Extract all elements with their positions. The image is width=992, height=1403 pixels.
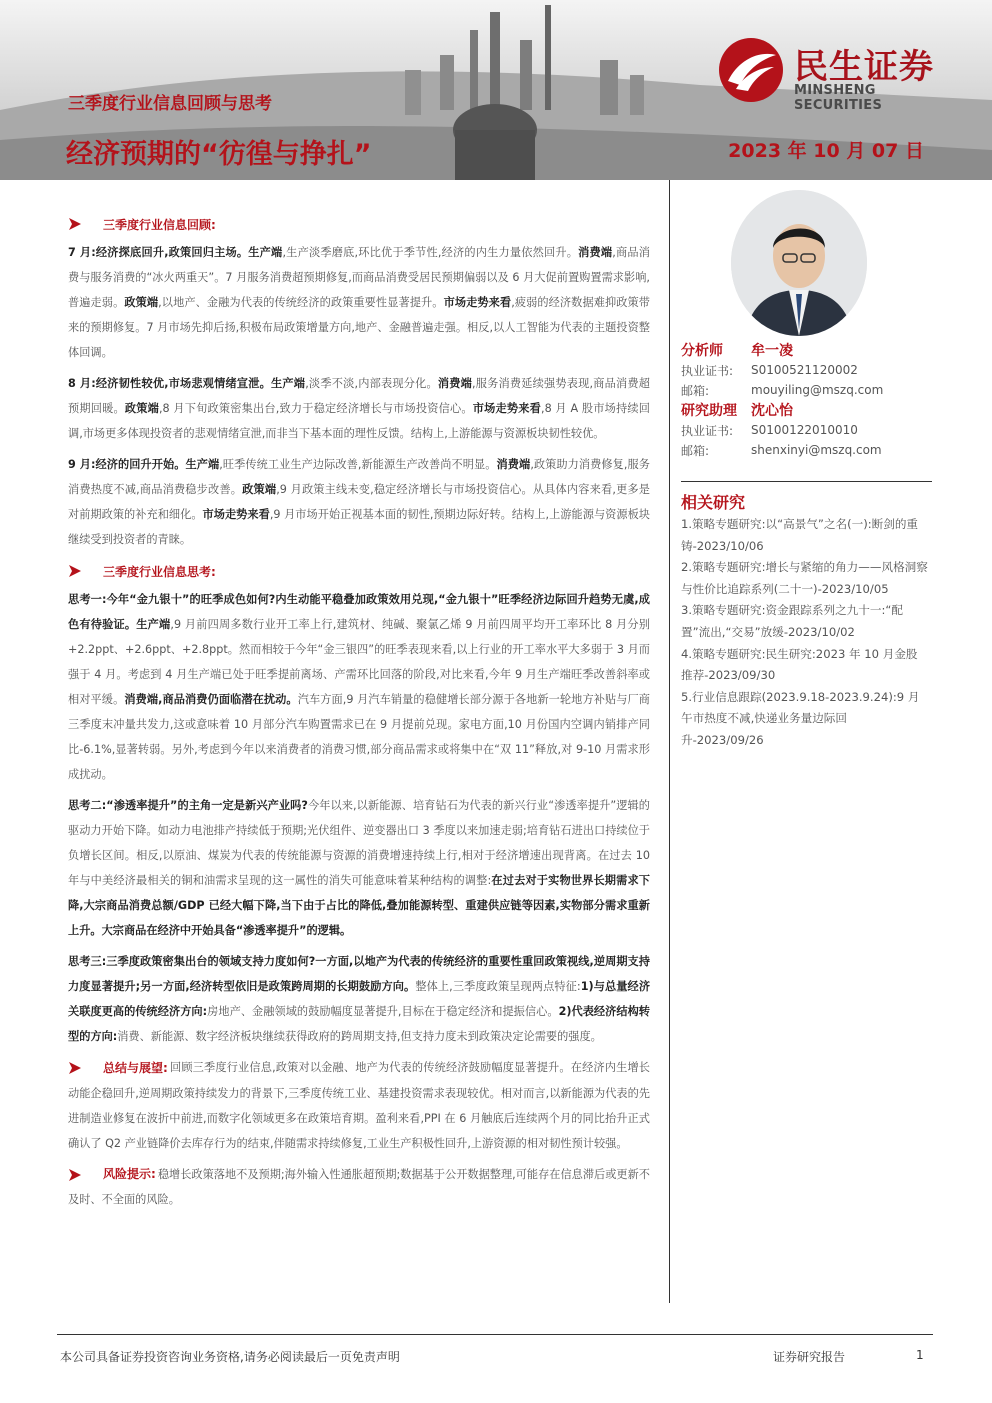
body-text: 汽车方面,9 月汽车销量的稳健增长部分源于各地新一轮地方补贴与厂商三季度末冲量共发力,这或意味着 10 月部分汽车购置需求已在 9 月提前兑现。家电方面,10 月份国内空调内销排产同比-6.1%,显著转弱。另外,考虑到今年以来消费者的消费习惯,部分商品需求或将集中在“双 11”释放,对 9-10 月需求形成扰动。: [68, 693, 650, 781]
related-research-title: 相关研究: [681, 493, 746, 512]
body-text: ,疲弱的经济数据难抑政策带来的预期修复。7 月市场先抑后扬,积极布局政策增量方向,地产、金融普遍走强。相反,以人工智能为代表的主题投资整体回调。: [68, 296, 650, 359]
report-title: 经济预期的“彷徨与挣扎”: [66, 139, 372, 170]
cert-label: 执业证书:: [681, 423, 734, 438]
footer-divider: [57, 1334, 933, 1335]
arrow-bullet-icon: [68, 564, 82, 578]
related-divider: [681, 481, 932, 482]
emphasis-text: 市场走势来看: [472, 402, 542, 415]
cert-label: 执业证书:: [681, 363, 734, 378]
arrow-bullet-icon: [68, 1061, 82, 1075]
arrow-bullet-icon: [68, 217, 82, 231]
review-paragraph: [68, 452, 650, 552]
cert-number: S0100122010010: [751, 423, 858, 437]
column-divider: [669, 180, 670, 1303]
related-research-item[interactable]: 3.策略专题研究:资金跟踪系列之九十一:“配置”流出,“交易”放缓-2023/10/02: [681, 603, 903, 639]
body-text: ,9 月市场开始正视基本面的韧性,预期边际好转。结构上,上游能源与资源板块继续受到投资者的青睐。: [68, 508, 650, 546]
risk-text: 稳增长政策落地不及预期;海外输入性通胀超预期;数据基于公开数据整理,可能存在信息滞后或更新不及时、不全面的风险。: [68, 1167, 650, 1206]
thinking-paragraphs: [68, 587, 650, 1049]
summary-column: [68, 211, 650, 1218]
body-text: ,8 月 A 股市场持续回调,市场更多体现投资者的悲观情绪宣泄,而非当下基本面的理性反馈。结构上,上游能源与资源板块韧性较优。: [68, 402, 650, 440]
body-text: ,服务消费延续强势表现,商品消费超预期回暖。: [68, 377, 650, 415]
body-text: 消费、新能源、数字经济板块继续获得政府的跨周期支持,但支持力度未到政策决定论需要的强度。: [117, 1030, 602, 1043]
emphasis-text: 消费端: [496, 458, 531, 471]
body-text: ,淡季不淡,内部表现分化。: [305, 377, 438, 390]
body-text: ,9 月政策主线未变,稳定经济增长与市场投资信心。从具体内容来看,更多是对前期政策的补充和细化。: [68, 483, 650, 521]
summary-text: 回顾三季度行业信息,政策对以金融、地产为代表的传统经济鼓励幅度显著提升。在经济内生增长动能企稳回升,逆周期政策持续发力的背景下,三季度传统工业、基建投资需求表现较优。相对而言,以新能源为代表的先进制造业修复在波折中前进,而数字化领域更多在政策培育期。盈利来看,PPI 在 6 月触底后连续两个月的同比抬升正式确认了 Q2 产业链降价去库存行为的结束,伴随需求持续修复,工业生产积极性回升,上游资源的相对韧性预计较强。: [68, 1061, 650, 1150]
body-text: ,政策助力消费修复,服务消费热度不减,商品消费稳步改善。: [68, 458, 650, 496]
summary-title: 总结与展望:: [103, 1060, 168, 1075]
emphasis-text: 政策端: [124, 296, 159, 309]
body-text: 今年以来,以新能源、培育钻石为代表的新兴行业“渗透率提升”逻辑的驱动力开始下降。如动力电池排产持续低于预期;光伏组件、逆变器出口 3 季度以来加速走弱;培育钻石进出口持续位于负增长区间。相反,以原油、煤炭为代表的传统能源与资源的消费增速持续上行,相对于经济增速出现背离。在过去 10 年与中美经济最相关的铜和油需求呈现的这一属性的消失可能意味着某种结构的调整:: [68, 799, 650, 887]
analyst-role: 分析师: [681, 343, 723, 359]
emphasis-text: 消费端: [578, 246, 613, 259]
arrow-bullet-icon: [68, 1168, 82, 1182]
related-research-item[interactable]: 2.策略专题研究:增长与紧缩的角力——风格洞察与性价比追踪系列(二十一)-2023/10/05: [681, 560, 928, 596]
email-link[interactable]: mouyiling@mszq.com: [751, 383, 884, 397]
page-number: 1: [916, 1348, 924, 1362]
series-title: 三季度行业信息回顾与思考: [68, 94, 272, 114]
email-label: 邮箱:: [681, 443, 710, 458]
review-heading: [68, 211, 650, 237]
thinking-paragraph: [68, 587, 650, 787]
body-text: ,旺季传统工业生产边际改善,新能源生产改善尚不明显。: [219, 458, 497, 471]
emphasis-text: 经济的回升开始。生产端: [95, 458, 220, 471]
thinking-paragraph: [68, 793, 650, 943]
analyst-photo: [731, 190, 867, 336]
body-text: 整体上,三季度政策呈现两点特征:: [415, 980, 581, 993]
analyst-name: 牟一凌: [751, 343, 793, 359]
cert-number: S0100521120002: [751, 363, 858, 377]
emphasis-text: 思考二:“渗透率提升”的主角一定是新兴产业吗?: [68, 799, 308, 812]
emphasis-text: 政策端: [242, 483, 277, 496]
emphasis-text: 1)与总量经济关联度更高的传统经济方向:: [68, 980, 651, 1018]
emphasis-text: 思考三:三季度政策密集出台的领域支持力度如何?一方面,以地产为代表的传统经济的重要性重回政策视线,逆周期支持力度显著提升;另一方面,经济转型依旧是政策跨周期的长期鼓励方向。: [68, 955, 650, 993]
emphasis-text: 2)代表经济结构转型的方向:: [68, 1005, 650, 1043]
emphasis-text: 消费端: [437, 377, 472, 390]
emphasis-text: 经济探底回升,政策回归主场。生产端: [95, 246, 283, 259]
emphasis-text: 政策端: [124, 402, 159, 415]
related-research-list: [681, 514, 929, 752]
emphasis-text: 消费端,商品消费仍面临潜在扰动。: [124, 693, 298, 706]
review-paragraph: [68, 240, 650, 365]
emphasis-text: 生产端: [136, 618, 171, 631]
emphasis-text: 市场走势来看: [202, 508, 270, 521]
footer-disclaimer: 本公司具备证券投资咨询业务资格,请务必阅读最后一页免责声明: [60, 1350, 400, 1364]
review-paragraph: [68, 371, 650, 446]
risk-paragraph: [68, 1162, 650, 1213]
body-text: ,以地产、金融为代表的传统经济的政策重要性显著提升。: [158, 296, 444, 309]
body-text: ,商品消费与服务消费的“冰火两重天”。7 月服务消费超预期修复,而商品消费受居民预期偏弱以及 6 月大促前置购置需求影响,普遍走弱。: [68, 246, 650, 309]
related-research-item[interactable]: 4.策略专题研究:民生研究:2023 年 10 月金股推荐-2023/09/30: [681, 646, 918, 683]
footer-report-type: 证券研究报告: [773, 1350, 846, 1364]
related-research-item[interactable]: 5.行业信息跟踪(2023.9.18-2023.9.24):9 月午市热度不减,快递业务量边际回升-2023/09/26: [681, 689, 920, 747]
logo-name-cn: 民生证券: [794, 47, 934, 87]
thinking-heading: [68, 558, 650, 584]
paragraph-lead: 8 月:: [68, 377, 96, 390]
emphasis-text: 思考一:今年“金九银十”的旺季成色如何?内生动能平稳叠加政策效用兑现,“金九银十”旺季经济边际回升趋势无虞,成色有待验证。: [68, 593, 650, 631]
thinking-paragraph: [68, 949, 650, 1049]
body-text: ,9 月前四周多数行业开工率上行,建筑材、纯碱、聚氯乙烯 9 月前四周平均开工率环比 8 月分别+2.2ppt、+2.6ppt、+2.8ppt。然而相较于今年“金三银四”的旺季表现来看,以上行业的开工率水平大多弱于 3 月而强于 4 月。考虑到 4 月生产端已处于旺季提前离场、产需环比回落的阶段,对比来看,今年 9 月生产端旺季改善斜率或相对平缓。: [68, 618, 650, 706]
thinking-title: 三季度行业信息思考:: [103, 564, 216, 579]
review-paragraphs: [68, 240, 650, 552]
risk-title: 风险提示:: [103, 1167, 156, 1181]
emphasis-text: 市场走势来看: [443, 296, 512, 309]
report-date: 2023 年 10 月 07 日: [728, 140, 924, 162]
analyst-role: 研究助理: [681, 403, 737, 419]
email-label: 邮箱:: [681, 383, 710, 398]
logo-name-en: MINSHENG SECURITIES: [794, 83, 883, 113]
summary-paragraph: [68, 1055, 650, 1156]
analyst-portrait-image: [731, 190, 867, 336]
page-header: [0, 0, 992, 180]
body-text: ,生产淡季磨底,环比优于季节性,经济的内生力量依然回升。: [282, 246, 579, 259]
emphasis-text: 经济韧性较优,市场悲观情绪宣泄。生产端: [95, 377, 306, 390]
paragraph-lead: 9 月:: [68, 458, 96, 471]
body-text: 房地产、金融领域的鼓励幅度显著提升,目标在于稳定经济和提振信心。: [207, 1005, 559, 1018]
company-logo: [718, 37, 968, 113]
paragraph-lead: 7 月:: [68, 246, 96, 259]
related-research-item[interactable]: 1.策略专题研究:以“高景气”之名(一):断剑的重铸-2023/10/06: [681, 517, 919, 553]
analyst-info: [681, 340, 931, 460]
emphasis-text: 在过去对于实物世界长期需求下降,大宗商品消费总额/GDP 已经大幅下降,当下由于占比的降低,叠加能源转型、重建供应链等因素,实物部分需求重新上升。大宗商品在经济中开始具备“渗透率提升”的逻辑。: [68, 874, 650, 937]
analyst-name: 沈心怡: [751, 403, 793, 419]
email-link[interactable]: shenxinyi@mszq.com: [751, 443, 882, 457]
review-title: 三季度行业信息回顾:: [103, 217, 216, 232]
body-text: ,8 月下旬政策密集出台,致力于稳定经济增长与市场投资信心。: [158, 402, 473, 415]
logo-mark-icon: [718, 37, 784, 103]
